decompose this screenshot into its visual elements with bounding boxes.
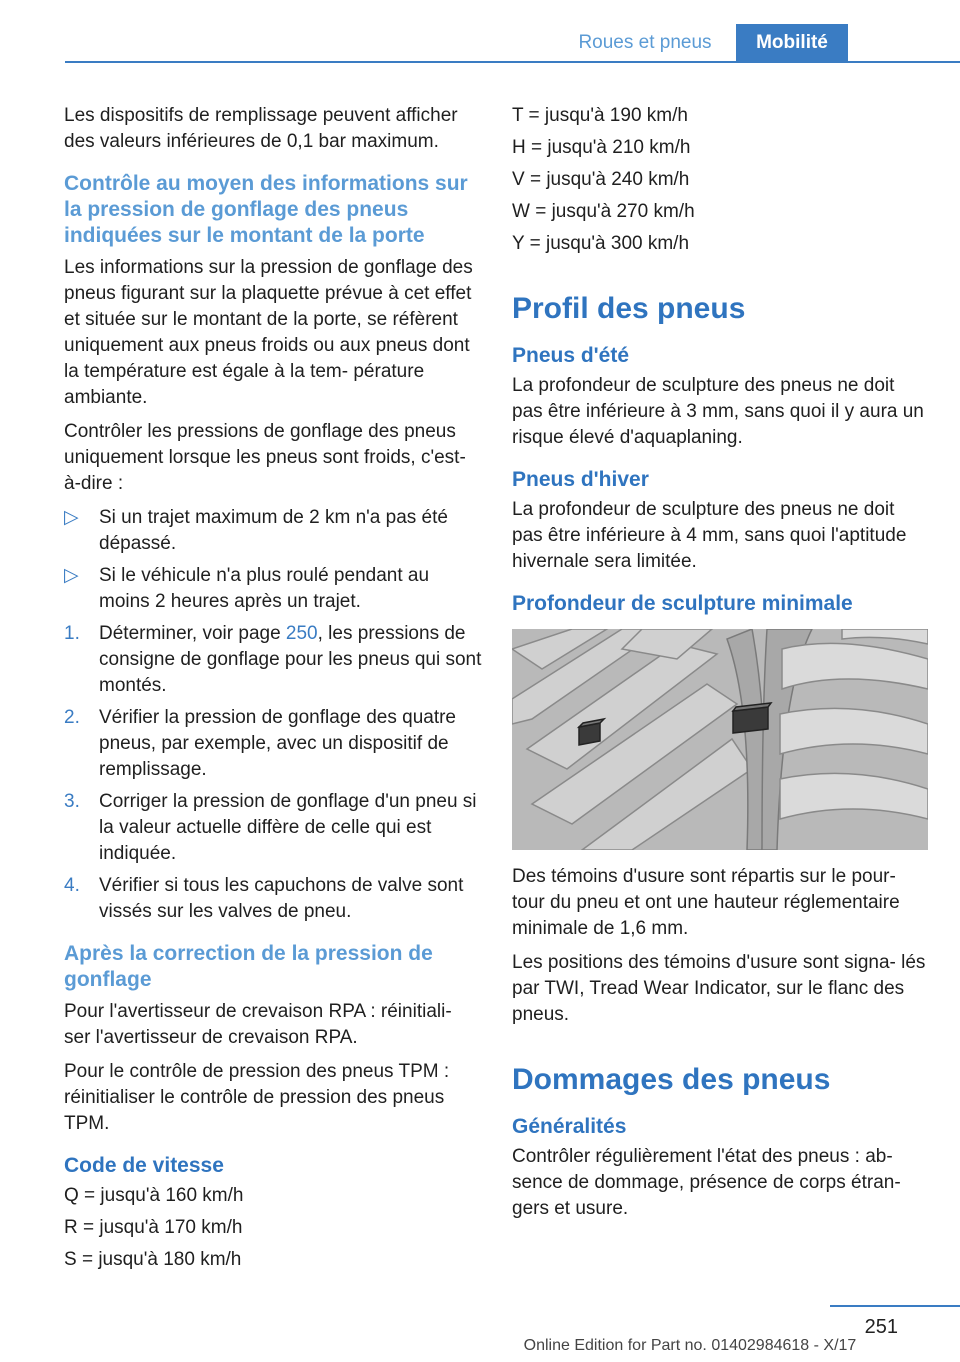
step-number: 3. (64, 791, 80, 812)
edition-footer: Online Edition for Part no. 01402984618 - X/17 (523, 1337, 857, 1354)
footer-rule (830, 1305, 960, 1307)
triangle-bullet-icon: ▷ (64, 507, 79, 528)
step-item (64, 705, 482, 783)
after-correction-heading: Après la correction de la pression de gonflage (64, 942, 433, 991)
left-column (64, 103, 482, 1279)
door-pillar-paragraph: Les informations sur la pression de gonflage des pneus figurant sur la plaquette prévue à cet effet et située sur le montant de la porte, se réfèrent uniquement aux pneus froids ou aux pneus dont la température est égale à la tem‐ pérature ambiante. (64, 257, 473, 408)
step-item (64, 789, 482, 867)
speed-code-line: V = jusqu'à 240 km/h (512, 169, 690, 190)
speed-code-line: S = jusqu'à 180 km/h (64, 1249, 242, 1270)
speed-code-line: W = jusqu'à 270 km/h (512, 201, 695, 222)
header-section-tab[interactable]: Roues et pneus (578, 32, 712, 53)
twi-height-paragraph: Des témoins d'usure sont répartis sur le pour‐ tour du pneu et ont une hauteur réglementaire minimale de 1,6 mm. (512, 866, 900, 939)
step-text (99, 621, 482, 699)
condition-item (64, 505, 482, 557)
speed-code-line: R = jusqu'à 170 km/h (64, 1217, 243, 1238)
summer-tyres-paragraph: La profondeur de sculpture des pneus ne doit pas être inférieure à 3 mm, sans quoi il y aura un risque élevé d'aquaplaning. (512, 375, 924, 448)
step-text: Vérifier la pression de gonflage des quatre pneus, par exemple, avec un dispositif de remplissage. (99, 707, 457, 780)
speed-code-line: Q = jusqu'à 160 km/h (64, 1185, 244, 1206)
condition-text: Si un trajet maximum de 2 km n'a pas été dépassé. (99, 507, 448, 554)
header-chapter-tab[interactable]: Mobilité (736, 24, 848, 62)
step-item (64, 873, 482, 925)
winter-tyres-paragraph: La profondeur de sculpture des pneus ne doit pas être inférieure à 4 mm, sans quoi l'aptitude hivernale sera limitée. (512, 499, 907, 572)
speed-code-heading: Code de vitesse (64, 1154, 224, 1177)
right-column (512, 103, 930, 1230)
speed-code-line: H = jusqu'à 210 km/h (512, 137, 691, 158)
door-pillar-heading: Contrôle au moyen des informations sur la pression de gonflage des pneus indiquées sur le montant de la porte (64, 172, 468, 247)
step-text: Vérifier si tous les capuchons de valve sont vissés sur les valves de pneu. (99, 875, 464, 922)
condition-text: Si le véhicule n'a plus roulé pendant au moins 2 heures après un trajet. (99, 565, 430, 612)
min-tread-heading: Profondeur de sculpture minimale (512, 592, 853, 615)
page-header (0, 0, 960, 64)
page-number: 251 (864, 1316, 898, 1338)
page-link[interactable]: 250 (285, 623, 318, 644)
intro-paragraph: Les dispositifs de remplissage peuvent afficher des valeurs inférieures de 0,1 bar maximum. (64, 105, 458, 152)
speed-code-line: T = jusqu'à 190 km/h (512, 105, 688, 126)
step-text: Corriger la pression de gonflage d'un pneu si la valeur actuelle diffère de celle qui est indiquée. (99, 791, 477, 864)
step-text-part: , les pressions de consigne de gonflage pour les pneus qui sont montés. (99, 623, 482, 696)
twi-position-paragraph: Les positions des témoins d'usure sont signa‐ lés par TWI, Tread Wear Indicator, sur le flanc des pneus. (512, 952, 926, 1025)
step-item (64, 621, 482, 699)
tread-profile-heading: Profil des pneus (512, 292, 746, 325)
step-number: 2. (64, 707, 80, 728)
step-number: 1. (64, 623, 80, 644)
rpa-paragraph: Pour l'avertisseur de crevaison RPA : réinitiali‐ ser l'avertisseur de crevaison RPA. (64, 1001, 452, 1048)
summer-tyres-heading: Pneus d'été (512, 344, 630, 367)
cold-tyres-paragraph: Contrôler les pressions de gonflage des pneus uniquement lorsque les pneus sont froids, c'est-à-dire : (64, 421, 466, 494)
condition-item (64, 563, 482, 615)
tyre-damage-heading: Dommages des pneus (512, 1063, 831, 1096)
step-number: 4. (64, 875, 80, 896)
tread-wear-indicator-illustration (512, 629, 928, 850)
step-text-part: Déterminer, voir page (99, 623, 286, 644)
speed-code-line: Y = jusqu'à 300 km/h (512, 233, 690, 254)
general-heading: Généralités (512, 1115, 627, 1138)
triangle-bullet-icon: ▷ (64, 565, 79, 586)
header-rule (65, 61, 960, 63)
winter-tyres-heading: Pneus d'hiver (512, 468, 649, 491)
general-paragraph: Contrôler régulièrement l'état des pneus : ab‐ sence de dommage, présence de corps étran‐ gers et usure. (512, 1146, 901, 1219)
tpm-paragraph: Pour le contrôle de pression des pneus TPM : réinitialiser le contrôle de pression des pneus TPM. (64, 1061, 450, 1134)
